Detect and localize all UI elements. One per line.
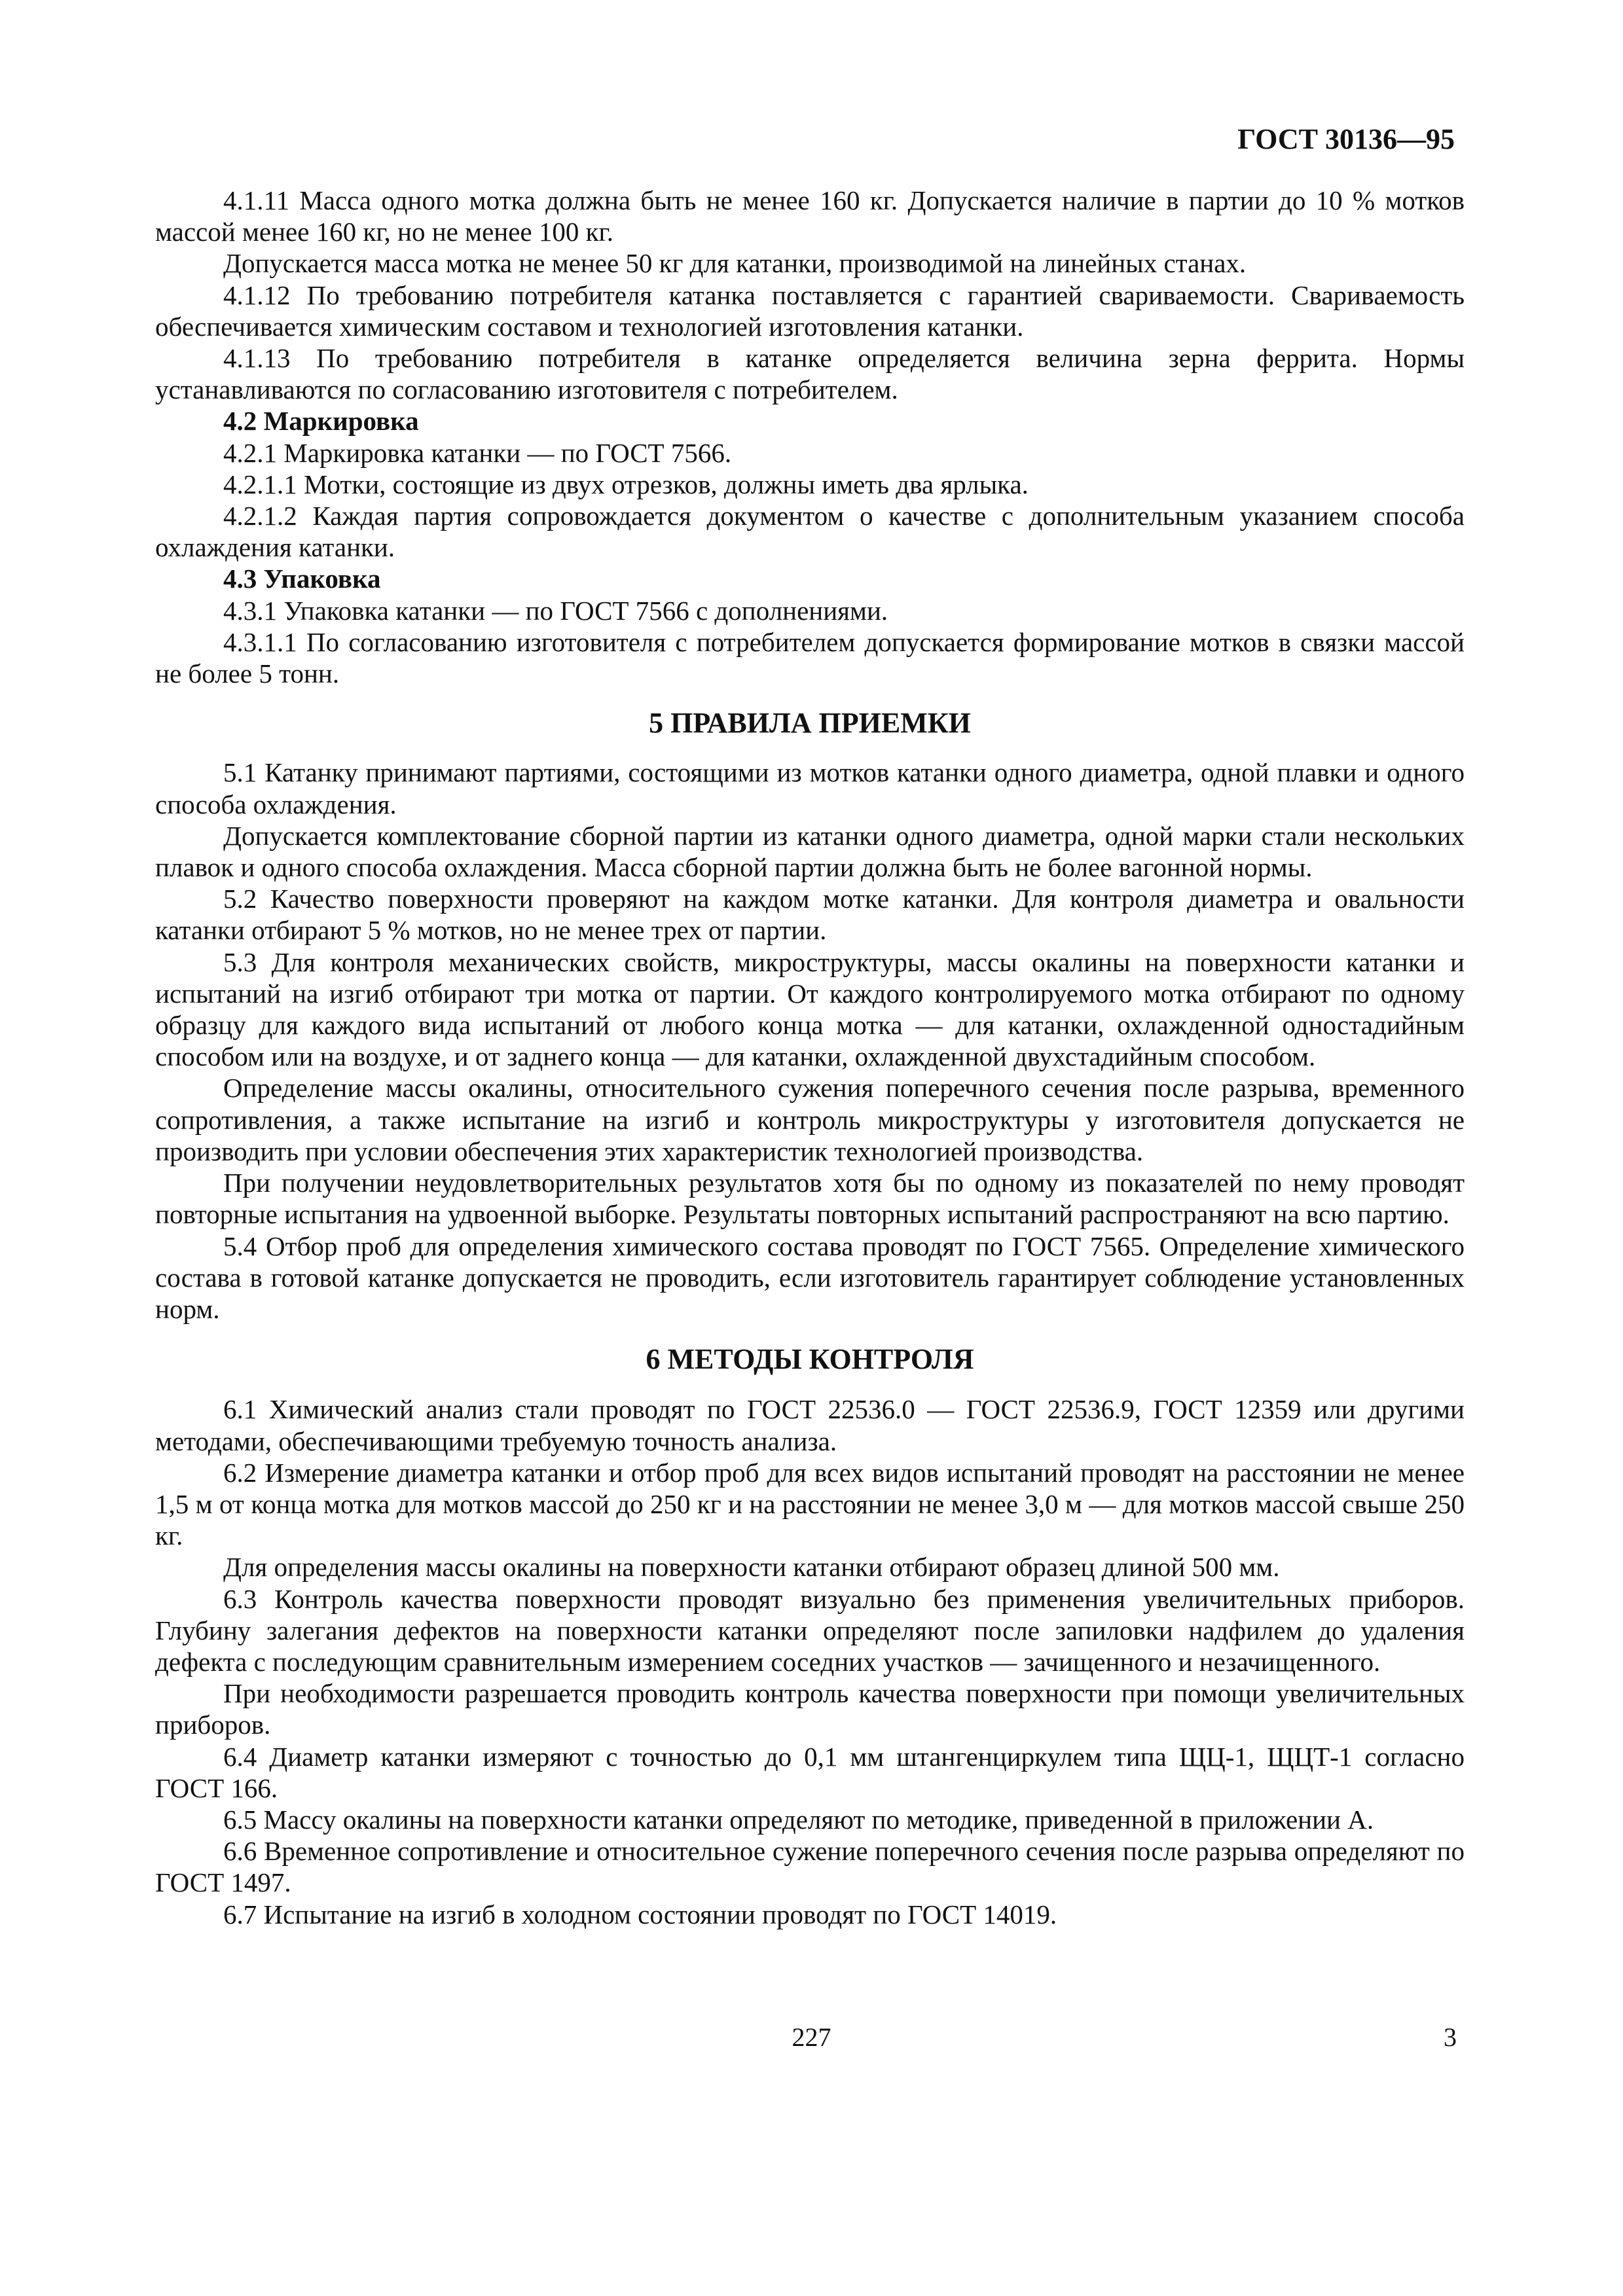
document-body — [155, 185, 1465, 1930]
paragraph-5-1-b: Допускается комплектование сборной партии из катанки одного диаметра, одной марки стали нескольких плавок и одного способа охлаждения. Масса сборной партии должна быть не более вагонной нормы. — [155, 820, 1465, 883]
paragraph-4-1-12: 4.1.12 По требованию потребителя катанка поставляется с гарантией свариваемости. Сваривaемость обеспечивается химическим составом и технологией изготовления катанки. — [155, 279, 1465, 342]
paragraph-4-3-1-1: 4.3.1.1 По согласованию изготовителя с потребителем допускается формирование мотков в связки массой не более 5 тонн. — [155, 626, 1465, 689]
paragraph-6-5: 6.5 Массу окалины на поверхности катанки определяют по методике, приведенной в приложении А. — [223, 1804, 1374, 1835]
page-number: 3 — [1444, 2022, 1457, 2052]
paragraph-5-2: 5.2 Качество поверхности проверяют на каждом мотке катанки. Для контроля диаметра и овальности катанки отбирают 5 % мотков, но не менее трех от партии. — [155, 884, 1465, 946]
paragraph-4-3-1: 4.3.1 Упаковка катанки — по ГОСТ 7566 с дополнениями. — [223, 595, 888, 626]
paragraph-4-1-11: 4.1.11 Масса одного мотка должна быть не менее 160 кг. Допускается наличие в партии до 10 % мотков массой менее 160 кг, но не менее 100 кг. — [155, 185, 1465, 247]
paragraph-6-2-b: Для определения массы окалины на поверхности катанки отбирают образец длиной 500 мм. — [223, 1552, 1280, 1583]
section-6-title: 6 МЕТОДЫ КОНТРОЛЯ — [646, 1343, 974, 1376]
paragraph-6-4: 6.4 Диаметр катанки измеряют с точностью до 0,1 мм штангенциркулем типа ЩЦ-1, ЩЦТ-1 согласно ГОСТ 166. — [155, 1741, 1465, 1803]
paragraph-4-2-1-2: 4.2.1.2 Каждая партия сопровождается документом о качестве с дополнительным указанием способа охлаждения катанки. — [155, 501, 1465, 563]
document-code-header: ГОСТ 30136—95 — [1237, 123, 1455, 155]
paragraph-4-1-13: 4.1.13 По требованию потребителя в катанке определяется величина зерна феррита. Нормы устанавливаются по согласованию изготовителя с потребителем. — [155, 343, 1465, 405]
subheading-4-3-packaging: 4.3 Упаковка — [223, 564, 381, 594]
paragraph-6-6: 6.6 Временное сопротивление и относительное сужение поперечного сечения после разрыва определяют по ГОСТ 1497. — [155, 1836, 1465, 1898]
paragraph-4-2-1: 4.2.1 Маркировка катанки — по ГОСТ 7566. — [223, 437, 732, 468]
paragraph-6-3: 6.3 Контроль качества поверхности проводят визуально без применения увеличительных приборов. Глубину залегания дефектов на поверхности катанки определяют после запиловки надфилем до удаления дефекта с последующим сравнительным измерением соседних участков — зачищенного и незачищенного. — [155, 1583, 1465, 1677]
paragraph-5-1: 5.1 Катанку принимают партиями, состоящими из мотков катанки одного диаметра, одной плавки и одного способа охлаждения. — [155, 757, 1465, 819]
paragraph-5-3-c: При получении неудовлетворительных результатов хотя бы по одному из показателей по нему проводят повторные испытания на удвоенной выборке. Результаты повторных испытаний распространяют на всю партию. — [155, 1168, 1465, 1230]
section-5-title: 5 ПРАВИЛА ПРИЕМКИ — [649, 707, 971, 740]
paragraph-6-7: 6.7 Испытание на изгиб в холодном состоянии проводят по ГОСТ 14019. — [223, 1899, 1057, 1929]
collection-page-number: 227 — [792, 2022, 831, 2052]
paragraph-6-1: 6.1 Химический анализ стали проводят по ГОСТ 22536.0 — ГОСТ 22536.9, ГОСТ 12359 или другими методами, обеспечивающими требуемую точность анализа. — [155, 1394, 1465, 1456]
paragraph-6-2: 6.2 Измерение диаметра катанки и отбор проб для всех видов испытаний проводят на расстоянии не менее 1,5 м от конца мотка для мотков массой до 250 кг и на расстоянии не менее 3,0 м — для мотков массой свыше 250 кг. — [155, 1457, 1465, 1551]
paragraph-5-3-b: Определение массы окалины, относительного сужения поперечного сечения после разрыва, временного сопротивления, а также испытание на изгиб и контроль микроструктуры у изготовителя допускается не производить при условии обеспечения этих характеристик технологией производства. — [155, 1073, 1465, 1166]
paragraph-6-3-b: При необходимости разрешается проводить контроль качества поверхности при помощи увеличительных приборов. — [155, 1678, 1465, 1740]
paragraph-4-1-11-b: Допускается масса мотка не менее 50 кг для катанки, производимой на линейных станах. — [223, 248, 1247, 279]
paragraph-4-2-1-1: 4.2.1.1 Мотки, состоящие из двух отрезков, должны иметь два ярлыка. — [223, 469, 1029, 499]
paragraph-5-3: 5.3 Для контроля механических свойств, микроструктуры, массы окалины на поверхности катанки и испытаний на изгиб отбирают три мотка от партии. От каждого контролируемого мотка отбирают по одному образцу для каждого вида испытаний от любого конца мотка — для катанки, охлажденной одностадийным способом или на воздухе, и от заднего конца — для катанки, охлажденной двухстадийным способом. — [155, 946, 1465, 1072]
paragraph-5-4: 5.4 Отбор проб для определения химического состава проводят по ГОСТ 7565. Определение химического состава в готовой катанке допускается не проводить, если изготовитель гарантирует соблюдение установленных норм. — [155, 1230, 1465, 1324]
subheading-4-2-marking: 4.2 Маркировка — [223, 406, 419, 437]
